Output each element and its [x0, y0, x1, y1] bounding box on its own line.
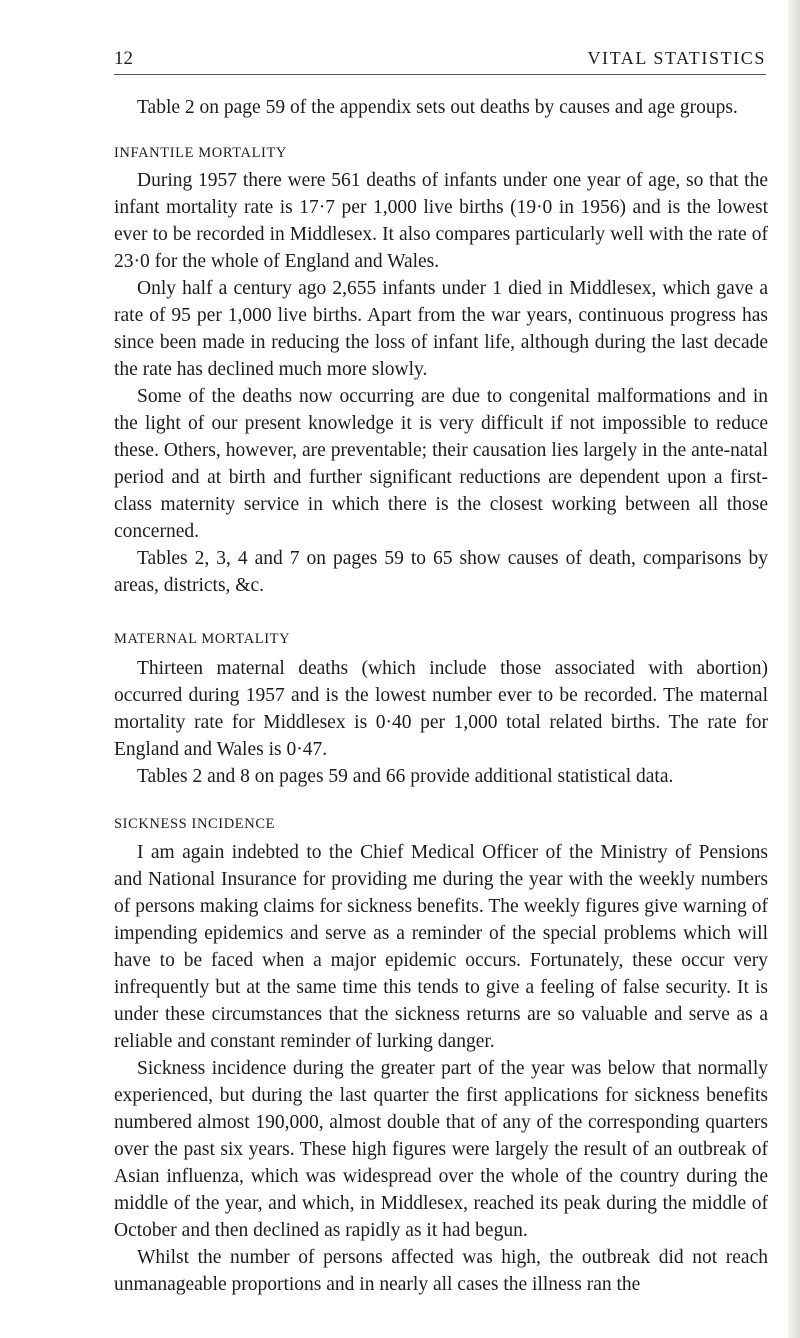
page-header — [114, 44, 766, 75]
paragraph: Whilst the number of persons affected was high, the outbreak did not reach unmanageable proportions and in nearly all cases the illness ran the — [114, 1247, 768, 1295]
paragraph: Thirteen maternal deaths (which include those associated with abortion) occurred during 1957 and is the lowest number ever to be recorded. The maternal mortality rate for Middlesex is 0·40 per 1,000 total related births. The rate for England and Wales is 0·47. — [114, 658, 768, 760]
paragraph: Tables 2 and 8 on pages 59 and 66 provide additional statistical data. — [137, 766, 674, 787]
heading-sickness-incidence: SICKNESS INCIDENCE — [114, 816, 276, 832]
intro-paragraph: Table 2 on page 59 of the appendix sets out deaths by causes and age groups. — [137, 97, 738, 118]
page-edge-shadow — [788, 0, 800, 1338]
heading-infantile-mortality: INFANTILE MORTALITY — [114, 145, 288, 161]
paragraph: Only half a century ago 2,655 infants under 1 died in Middlesex, which gave a rate of 95 per 1,000 live births. Apart from the war years, continuous progress has since been made in reducing the loss of infant life, although during the last decade the rate has declined much more slowly. — [114, 278, 768, 380]
page-body — [114, 94, 768, 1298]
paragraph: During 1957 there were 561 deaths of infants under one year of age, so that the infant mortality rate is 17·7 per 1,000 live births (19·0 in 1956) and is the lowest ever to be recorded in Middlesex. It also compares particularly well with the rate of 23·0 for the whole of England and Wales. — [114, 170, 768, 272]
heading-maternal-mortality: MATERNAL MORTALITY — [114, 631, 291, 647]
paragraph: Tables 2, 3, 4 and 7 on pages 59 to 65 show causes of death, comparisons by areas, districts, &c. — [114, 548, 768, 596]
paragraph: I am again indebted to the Chief Medical Officer of the Ministry of Pensions and National Insurance for providing me during the year with the weekly numbers of persons making claims for sickness benefits. The weekly figures give warning of impending epidemics and serve as a reminder of the special problems which will have to be faced when a major epidemic occurs. Fortunately, these occur very infrequently but at the same time this tends to give a feeling of false security. It is under these circumstances that the sickness returns are so valuable and serve as a reliable and constant reminder of lurking danger. — [114, 842, 768, 1052]
running-title: VITAL STATISTICS — [587, 48, 766, 68]
page-number: 12 — [114, 48, 133, 69]
paragraph: Sickness incidence during the greater part of the year was below that normally experienced, but during the last quarter the first applications for sickness benefits numbered almost 190,000, almost double that of any of the corresponding quarters over the past six years. These high figures were largely the result of an outbreak of Asian influenza, which was widespread over the whole of the country during the middle of the year, and which, in Middlesex, reached its peak during the middle of October and then declined as rapidly as it had begun. — [114, 1058, 768, 1241]
paragraph: Some of the deaths now occurring are due to congenital malformations and in the light of our present knowledge it is very difficult if not impossible to reduce these. Others, however, are preventable; their causation lies largely in the ante-natal period and at birth and further significant reductions are dependent upon a first-class maternity service in which there is the closest working between all those concerned. — [114, 386, 768, 542]
